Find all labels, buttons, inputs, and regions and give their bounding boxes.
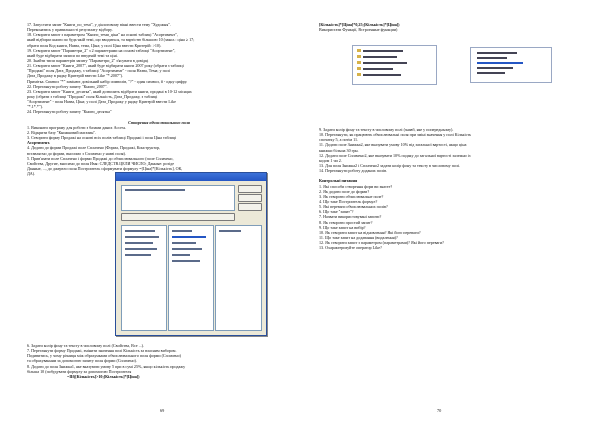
text-line: кодом 1 чи 2. <box>319 157 342 163</box>
text-line: 6. Задати колір фону та тексту в числовому полі (Свойства, Все ...). <box>27 343 145 348</box>
question: 12. Як створити запит з параметром (параметрами)? Які його переваги? <box>319 240 444 246</box>
back-button-image <box>238 203 262 211</box>
text-line: 5. Прив'язати поле Сплачено і форми Продажі до обчислювального (поле Сплачено, <box>27 155 174 161</box>
text-line: Свойства, Другие, вносимо до поля Имя: СЛЕДСТВ.ЦЕЛИ ЧИСЛО; Данные: розіде <box>27 160 175 166</box>
text-line: Данные, ..., до джерело поля Построитель сформувати формулу =[Ціна]*[Кількість], ОК, <box>27 165 183 171</box>
text-line: Дата_Продажу в рядку Критерій ввести Like "*.2007"). <box>27 73 123 79</box>
text-line: Використати Функції, Встроенные функции) <box>319 27 398 33</box>
question: 11. Що таке запит на додавання (видалення)? <box>319 234 398 240</box>
right-page-text-middle <box>319 127 575 250</box>
formula-line: [Кількість]*[Ціна]*0,25;[Кількість]*[Ціна]) <box>319 22 400 27</box>
operators-bar-image <box>121 213 235 221</box>
text-line: 24. Переглянути роботу запиту "Книги_десятка" <box>27 109 112 115</box>
text-line: 20. Знайти типи параметрів запиту "Параметри_2" з'ясувати в довідці <box>27 57 149 63</box>
text-line: "Продажі" поля Дата_Продажу, з таблиці "Асортимент" - поля Назва, Тема; у полі <box>27 68 170 74</box>
text-line: Примітка. Символ "*" замінює довільний набір символів, "?" - один символ, # - одну цифру. <box>27 78 188 84</box>
text-line: 3. Створити форму Продажі на основі всіх полів таблиці Продажі і поля Ціна таблиці <box>27 135 177 141</box>
text-line: "*.1*.*"). <box>27 104 43 110</box>
text-line: який відбирає книги по будь-якій темі, що вводиться, та вартістю більшою 10 (закол.: ціна ≥ 17; <box>27 37 195 43</box>
question: 4. Що таке Построитель формул? <box>319 198 378 204</box>
functions-tree-image <box>352 45 437 85</box>
text-line: 9. Задати колір фону та тексту в числовому полі (знавб, яке у попередньому). <box>319 127 454 132</box>
left-page-text-bottom <box>27 343 291 379</box>
question: 8. Як створити простий запит? <box>319 219 373 225</box>
text-line: обрати поля Код книги, Назва, тема, Ціна; у полі Ціна ввести Критерій: >10). <box>27 42 162 48</box>
question: 13. Охарактеризуйте оператор Like? <box>319 245 382 251</box>
text-line: 7. Переглянути форму Продажі, змінити значення полі Кількість за власним вибором. <box>27 348 177 354</box>
text-line: року (обрати з таблиці "Продажі" поля Кількість, Дата_Продажу, з таблиці <box>27 93 158 99</box>
text-line: Переконатись у правильності результату відбору. <box>27 27 113 33</box>
question: 5. Які переваги обчислювальних полів? <box>319 204 388 210</box>
text-line: 12. Додати поле Сплачено2, яке вказувати 10% подаку до загальної вартості залежно із <box>319 152 471 158</box>
text-line: 10. Переглянути, як працюють обчислювальні поля при зміні значення у полі Кількість <box>319 132 472 138</box>
question: 6. Що таке "запит"? <box>319 209 354 215</box>
text-line: 23. Створити запит "Книги_десятка", який дозволить відібрати книги, продані в 10-12 місяцях <box>27 88 192 94</box>
text-line: 22. Переглянути роботу запиту "Книги_2007". <box>27 83 108 89</box>
fields-list-image <box>168 225 214 331</box>
question: 7. Назвати використовувані запити? <box>319 214 382 220</box>
text-line: книжки більша 30 грн. <box>319 147 359 153</box>
page-number: 70 <box>437 408 442 413</box>
text-line: Подивитись, у чому різниця між обрахунками обчислювального поля форми (Сплачено) <box>27 353 182 359</box>
text-line: 4. Додати до форми Продажі поле Сплачено (Форма, Продажі, Конструктор, <box>27 145 161 151</box>
expression-builder-dialog-image <box>115 172 267 336</box>
text-line: 14. Переглянути роботу доданих полів. <box>319 168 388 174</box>
question: 3. Як створити обчислювальне поле? <box>319 193 384 199</box>
functions-list-image <box>470 47 552 83</box>
right-page-text-top <box>319 22 575 32</box>
text-line: 11. Додати поле Знижка2, яке вказувати умову 10% від загальної вартості, якщо ціна <box>319 142 467 148</box>
text-line: 13. Для поля Знижка2 і Сплачено2 задати колір фону та тексту в числовому полі. <box>319 162 461 168</box>
page-number: 69 <box>160 408 165 413</box>
text-line: більша 10 (побудувати формулу за допомогою Построителя <box>27 368 132 374</box>
question: 9. Що таке запит на вибір? <box>319 224 366 230</box>
question: 2. Як додати поле до форми? <box>319 188 370 194</box>
text-line: 21. Створити запит "Книги_2007", який буде відбирати книги 2007 року (обрати з таблиці <box>27 63 184 69</box>
text-line: 19. Створити запит "Параметри_2" з 2 параметрами на основі таблиці "Асортимент", <box>27 47 176 53</box>
text-line: 2. Відкрити базу "Книжковий магазин". <box>27 129 97 135</box>
question: 1. Які способи створення форм ви знаєте? <box>319 183 393 189</box>
text-line: спочатку 5, а потім 11. <box>319 137 359 143</box>
cancel-button-image <box>238 194 262 202</box>
folders-list-image <box>121 225 167 331</box>
expression-box <box>121 185 235 211</box>
ok-button-image <box>238 185 262 193</box>
text-line: 18. Створити запит з параметром "Книги_теми_ціна" на основі таблиці "Асортимент", <box>27 32 178 38</box>
dialog-titlebar <box>116 173 266 181</box>
question: 10. Як створити запит на відновлення? Які його переваги? <box>319 229 421 235</box>
text-line: Асортимент. <box>27 140 51 146</box>
section-heading: Створення обчислювального поля <box>128 119 190 125</box>
text-line: ДА). <box>27 171 36 177</box>
text-line: =ІІf([Кількість]>10;[Кількість]*[Ціна]) <box>67 373 140 379</box>
text-line: який буде відбирати записи по введеній темі та ціні. <box>27 52 118 58</box>
text-line: "Асортимент" - поля Назва, Ціна; у полі Дата_Продажу у рядку Критерій ввести Like <box>27 99 176 105</box>
section-heading: Контрольні питання <box>319 178 358 184</box>
text-line: 17. Запустити запит "Книги_по_темі", у діалоговому вікні ввести тему "Художня". <box>27 22 171 27</box>
text-line: 8. Додати до поля Знижка1, яке вказувати умову 5 при в сумі 25%, якщо кількість продажу <box>27 363 186 369</box>
text-line: вставляємо до форми, вносимо з Сплачено у назві поля). <box>27 150 126 156</box>
text-line: та обрахуванням за допомогою запиту поля форми (Сплачено). <box>27 358 137 364</box>
values-list-image <box>215 225 262 331</box>
left-page-text-top <box>27 22 291 176</box>
text-line: 1. Виконати програму для роботи з базами даних Access. <box>27 124 127 130</box>
